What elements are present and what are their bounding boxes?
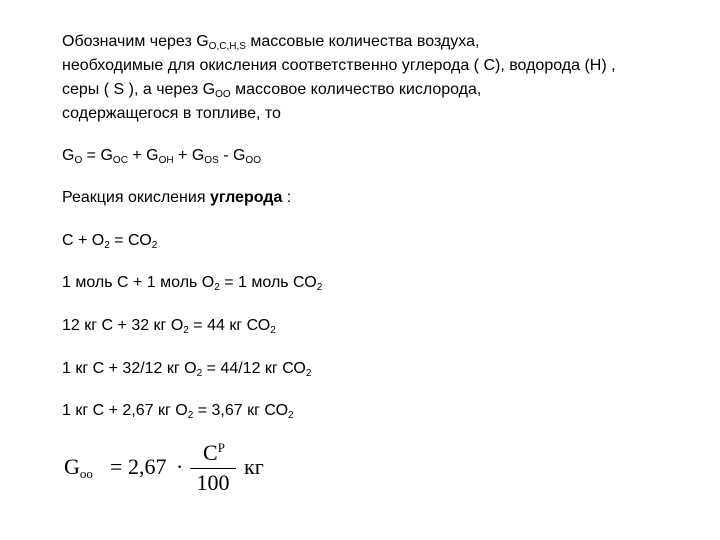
formula-subscript: oo [79, 466, 93, 481]
subscript: OC [112, 155, 128, 166]
term: - G [218, 147, 246, 164]
fraction-bar [190, 468, 236, 469]
formula-denominator: 100 [196, 470, 230, 495]
equation-1 [62, 231, 157, 251]
subscript: OO [215, 89, 231, 100]
balance-equation [62, 146, 261, 166]
intro-line-1 [62, 32, 479, 52]
term: = G [82, 147, 113, 164]
heading-text: : [282, 189, 292, 206]
heading-bold: углерода [209, 189, 283, 206]
subscript: OS [204, 155, 219, 166]
subscript: 2 [316, 282, 323, 293]
subscript: OO [245, 155, 261, 166]
intro-text: массовое количество кислорода, [230, 81, 482, 98]
eq-left: 1 кг С + 2,67 кг О [62, 402, 188, 419]
formula-g [64, 454, 93, 480]
subscript: O [74, 155, 83, 166]
eq-left: 1 моль С + 1 моль О [62, 274, 215, 291]
intro-text: Обозначим через G [62, 33, 209, 50]
oxygen-formula [62, 440, 262, 500]
formula-unit: кг [244, 454, 264, 479]
term: + G [173, 147, 205, 164]
intro-text: массовые количества воздуха, [245, 33, 480, 50]
formula-coefficient: 2,67 [128, 454, 167, 479]
intro-line-4 [62, 104, 281, 124]
subscript: 2 [305, 368, 312, 379]
eq-right: = 44/12 кг СО [202, 360, 306, 377]
intro-text: необходимые для окисления соответственно углерода ( С), водорода (Н) , [62, 57, 616, 74]
subscript: O,C,H,S [208, 41, 246, 52]
term: G [62, 147, 75, 164]
formula-equals: = [110, 454, 123, 479]
intro-text: содержащегося в топливе, то [62, 105, 281, 122]
eq-left: 1 кг С + 32/12 кг О [62, 360, 197, 377]
intro-line-3 [62, 80, 481, 100]
formula-numerator [192, 440, 236, 466]
eq-left: 12 кг С + 32 кг О [62, 317, 184, 334]
subscript: 2 [151, 240, 158, 251]
formula-dot: · [176, 454, 184, 479]
equation-2 [62, 273, 322, 293]
subscript: 2 [196, 368, 203, 379]
intro-line-2 [62, 56, 616, 76]
heading-text: Реакция окисления [62, 189, 210, 206]
term: + G [127, 147, 159, 164]
eq-right: = СО [109, 232, 152, 249]
reaction-heading [62, 188, 291, 208]
equation-5 [62, 401, 294, 421]
subscript: 2 [214, 282, 220, 293]
subscript: 2 [270, 325, 276, 336]
numerator-superscript: P [217, 440, 225, 455]
equation-3 [62, 316, 276, 336]
subscript: 2 [183, 325, 189, 336]
eq-right: = 44 кг СО [188, 317, 271, 334]
numerator-letter: C [203, 440, 218, 465]
formula-g-letter: G [64, 454, 80, 479]
eq-left: С + О [62, 232, 105, 249]
intro-text: серы ( S ), а через G [62, 81, 216, 98]
equation-4 [62, 359, 311, 379]
subscript: 2 [104, 240, 110, 251]
subscript: OH [158, 155, 174, 166]
subscript: 2 [288, 410, 294, 421]
eq-right: = 3,67 кг СО [193, 402, 289, 419]
subscript: 2 [187, 410, 194, 421]
eq-right: = 1 моль СО [219, 274, 317, 291]
